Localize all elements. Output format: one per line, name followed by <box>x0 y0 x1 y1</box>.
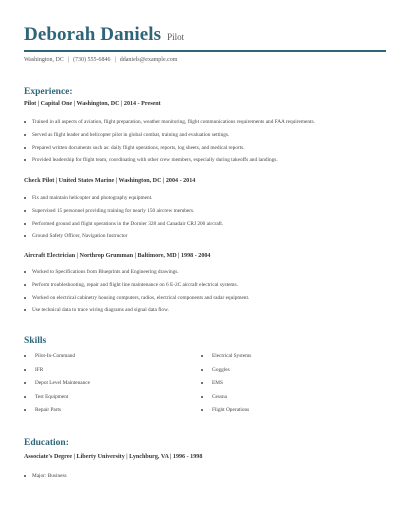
header-divider <box>24 50 386 52</box>
candidate-name: Deborah Daniels <box>24 24 162 45</box>
skill-item: IFR <box>24 367 90 381</box>
job-bullet: Provided leadership for flight team, coordinating with other crew members, especially during takeoffs and landings. <box>24 157 315 170</box>
job-bullet: Fix and maintain helicopter and photography equipment. <box>24 195 223 208</box>
job-bullet: Ground Safety Officer, Navigation Instructor <box>24 233 223 246</box>
skill-item: Flight Operations <box>201 407 251 421</box>
contact-location: Washington, DC <box>24 57 64 63</box>
job-bullet: Supervised 15 personnel providing training for nearly 150 aircrew members. <box>24 208 223 221</box>
skill-item: Depot Level Maintenance <box>24 380 90 394</box>
skill-item: Pilot-In-Command <box>24 353 90 367</box>
name-row <box>24 24 386 46</box>
job-bullet: Trained in all aspects of aviation, flight preparation, weather monitoring, flight communications requirements and FAA requirements. <box>24 119 315 132</box>
experience-heading: Experience: <box>24 87 73 97</box>
job-bullet: Worked on electrical cabinetry housing computers, radios, electrical components and radar equipment. <box>24 295 249 308</box>
candidate-title: Pilot <box>167 32 185 42</box>
skill-item: Goggles <box>201 367 251 381</box>
education-heading: Education: <box>24 438 69 448</box>
job-bullet: Performed ground and flight operations in the Dornier 328 and Canadair CRJ 200 aircraft. <box>24 221 223 234</box>
job-bullet: Worked to Specifications from Blueprints and Engineering drawings. <box>24 269 249 282</box>
skill-item: Repair Parts <box>24 407 90 421</box>
skill-item: Test Equipment <box>24 394 90 408</box>
education-bullets <box>24 473 67 486</box>
skill-item: Cessna <box>201 394 251 408</box>
contact-line <box>24 57 177 63</box>
job-title: Aircraft Electrician | Northrop Grumman | Baltimore, MD | 1998 - 2004 <box>24 253 211 259</box>
job-title: Pilot | Capital One | Washington, DC | 2014 - Present <box>24 101 161 107</box>
job-bullets <box>24 269 249 320</box>
job-bullet: Use technical data to trace wiring diagrams and signal data flow. <box>24 307 249 320</box>
degree-title: Associate's Degree | Liberty University | Lynchburg, VA | 1996 - 1998 <box>24 454 203 460</box>
job-bullets <box>24 195 223 246</box>
job-bullet: Prepared written documents such as: daily flight operations, reports, log sheets, and medical reports. <box>24 145 315 158</box>
skill-item: Electrical Systems <box>201 353 251 367</box>
contact-separator: | <box>114 57 116 63</box>
contact-phone: (730) 555-6846 <box>73 57 111 63</box>
education-bullet: Major: Business <box>24 473 67 486</box>
contact-email[interactable]: ddaniels@example.com <box>119 57 178 63</box>
job-title: Check Pilot | United States Marine | Washington, DC | 2004 - 2014 <box>24 178 196 184</box>
job-bullets <box>24 119 315 170</box>
skills-list-left <box>24 353 90 421</box>
job-bullet: Served as flight leader and helicopter pilot in global combat, training and evaluation settings. <box>24 132 315 145</box>
resume-header <box>24 24 386 46</box>
contact-separator: | <box>67 57 70 63</box>
job-bullet: Perform troubleshooting, repair and flight line maintenance on 6 E-2C aircraft electrical systems. <box>24 282 249 295</box>
skills-list-right <box>201 353 251 421</box>
skill-item: EMS <box>201 380 251 394</box>
skills-heading: Skills <box>24 336 47 346</box>
